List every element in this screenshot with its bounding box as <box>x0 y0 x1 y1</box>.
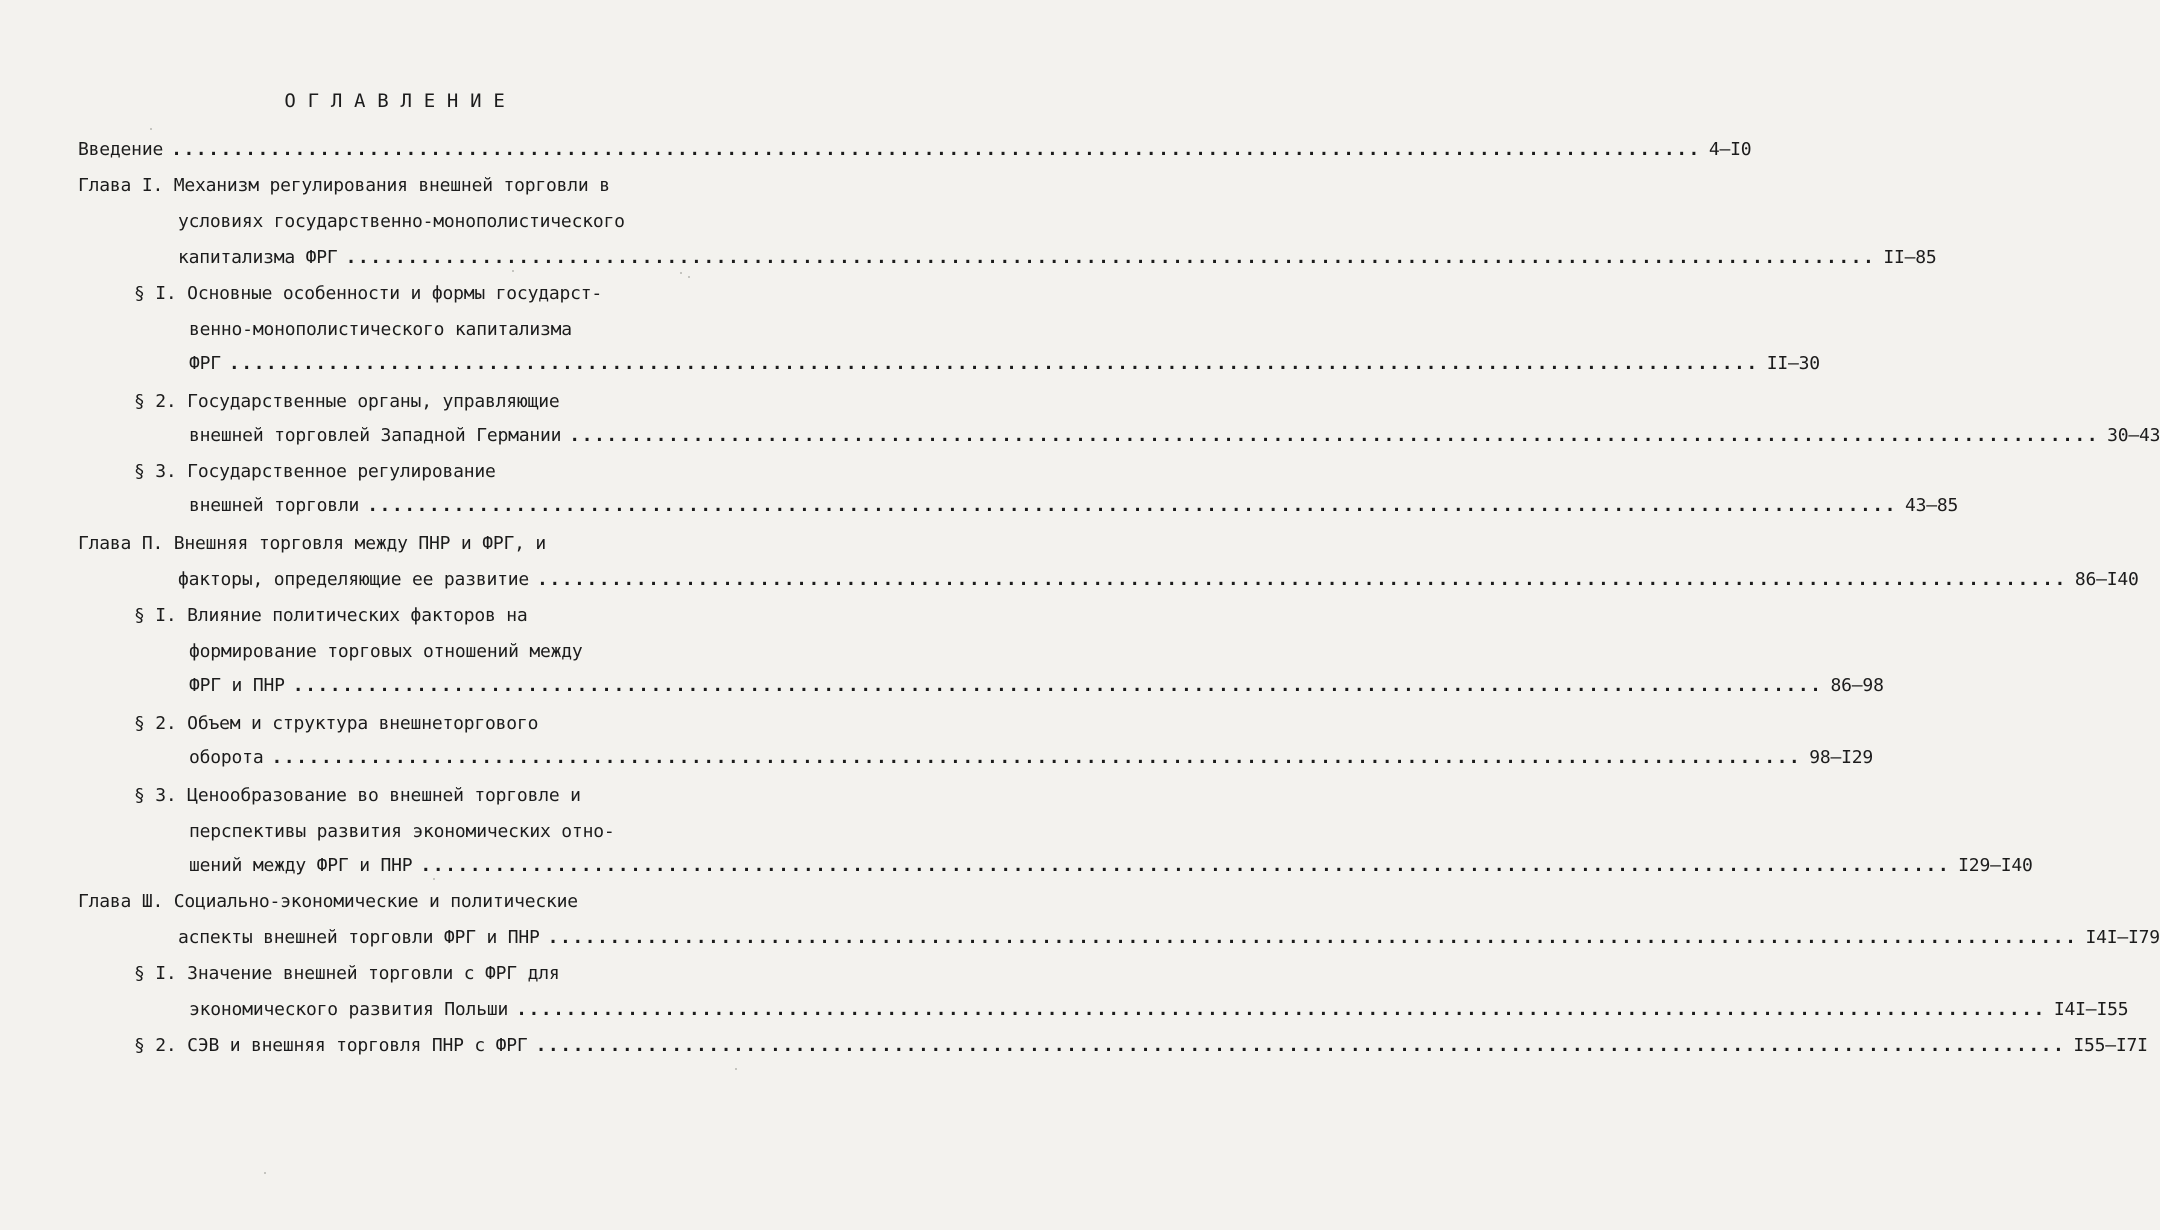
toc-entry-ch2-s1 <box>189 674 1884 698</box>
leader-dots: ............................................................................................................................ <box>516 999 2046 1020</box>
scan-speck <box>680 272 682 274</box>
scan-speck <box>264 1172 266 1174</box>
leader-dots: ............................................................................................................................ <box>535 1035 2066 1056</box>
toc-entry-ch3-s2 <box>134 1034 2148 1058</box>
toc-chapter-heading: Глава Ш. Социально-экономические и политические <box>78 891 578 912</box>
scan-speck <box>433 878 435 880</box>
toc-page-range: 86–98 <box>1830 675 1884 696</box>
leader-dots: ............................................................................................................................ <box>420 855 1951 876</box>
toc-entry-text: ФРГ и ПНР <box>189 675 285 696</box>
leader-dots: ............................................................................................................................ <box>271 747 1802 768</box>
scan-speck <box>512 270 514 272</box>
toc-entry-text: ФРГ <box>189 353 221 374</box>
toc-section-heading: § 2. Объем и структура внешнеторгового <box>134 713 539 734</box>
toc-page-range: II–30 <box>1766 353 1820 374</box>
toc-entry-ch3 <box>178 926 2160 950</box>
toc-entry-ch1-s1 <box>189 352 1820 376</box>
toc-page-range: 86–I40 <box>2074 569 2139 590</box>
toc-entry-text: экономического развития Польши <box>189 999 509 1020</box>
scan-speck <box>150 128 152 130</box>
toc-entry-text: шений между ФРГ и ПНР <box>189 855 413 876</box>
leader-dots: ............................................................................................................................ <box>171 139 1701 160</box>
toc-entry-ch1 <box>178 246 1937 270</box>
toc-page-range: 98–I29 <box>1809 747 1874 768</box>
leader-dots: ............................................................................................................................ <box>367 495 1897 516</box>
toc-section-heading: § I. Значение внешней торговли с ФРГ для <box>134 963 560 984</box>
toc-entry-ch2 <box>178 568 2139 592</box>
toc-page-range: II–85 <box>1883 247 1937 268</box>
toc-section-heading: § I. Основные особенности и формы государст- <box>134 283 603 304</box>
toc-entry-ch2-s3 <box>189 854 2033 878</box>
toc-section-heading: § 2. Государственные органы, управляющие <box>134 391 560 412</box>
toc-entry-text: Введение <box>78 139 164 160</box>
toc-page-range: I4I–I55 <box>2053 999 2129 1020</box>
toc-entry-ch2-s2 <box>189 746 1874 770</box>
toc-entry-text: факторы, определяющие ее развитие <box>178 569 530 590</box>
toc-entry-ch1-s3 <box>189 494 1959 518</box>
toc-section-heading: § 3. Ценообразование во внешней торговле и <box>134 785 581 806</box>
leader-dots: ............................................................................................................................ <box>228 353 1759 374</box>
leader-dots: ............................................................................................................................ <box>292 675 1823 696</box>
toc-page-range: 4–I0 <box>1708 139 1752 160</box>
toc-section-heading: § I. Влияние политических факторов на <box>134 605 528 626</box>
toc-page-range: I55–I7I <box>2073 1035 2148 1056</box>
toc-entry-text: внешней торговлей Западной Германии <box>189 425 562 446</box>
toc-page-range: 30–43 <box>2107 425 2160 446</box>
toc-entry-text: внешней торговли <box>189 495 360 516</box>
toc-entry-text: оборота <box>189 747 264 768</box>
toc-line: венно-монополистического капитализма <box>189 319 572 340</box>
toc-line: условиях государственно-монополистического <box>178 211 625 232</box>
toc-entry-intro <box>78 138 1752 162</box>
toc-entry-ch1-s2 <box>189 424 2160 448</box>
toc-entry-text: капитализма ФРГ <box>178 247 338 268</box>
toc-section-heading: § 3. Государственное регулирование <box>134 461 496 482</box>
toc-entry-text: аспекты внешней торговли ФРГ и ПНР <box>178 927 540 948</box>
scan-speck <box>688 276 690 278</box>
scan-speck <box>735 1068 737 1070</box>
toc-chapter-heading: Глава I. Механизм регулирования внешней торговли в <box>78 175 610 196</box>
leader-dots: ............................................................................................................................ <box>547 927 2078 948</box>
toc-line: формирование торговых отношений между <box>189 641 583 662</box>
leader-dots: ............................................................................................................................ <box>569 425 2100 446</box>
leader-dots: ............................................................................................................................ <box>345 247 1876 268</box>
toc-chapter-heading: Глава П. Внешняя торговля между ПНР и ФРГ, и <box>78 533 547 554</box>
toc-page-range: I29–I40 <box>1958 855 2033 876</box>
page-title: ОГЛАВЛЕНИЕ <box>284 90 517 112</box>
leader-dots: ............................................................................................................................ <box>537 569 2067 590</box>
toc-line: перспективы развития экономических отно- <box>189 821 615 842</box>
toc-entry-text: § 2. СЭВ и внешняя торговля ПНР с ФРГ <box>134 1035 528 1056</box>
toc-entry-ch3-s1 <box>189 998 2129 1022</box>
toc-page-range: 43–85 <box>1904 495 1959 516</box>
toc-page-range: I4I–I79 <box>2085 927 2160 948</box>
